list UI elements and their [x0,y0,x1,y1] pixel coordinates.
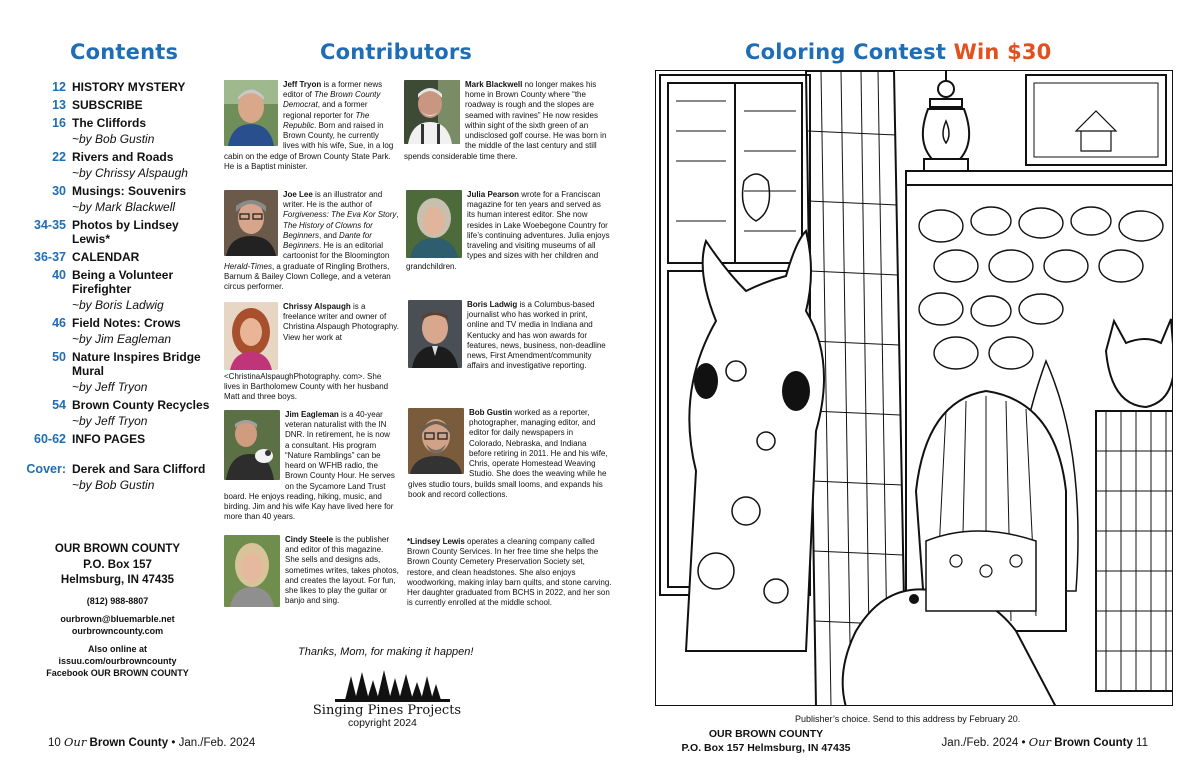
contents-heading: Contents [70,40,179,64]
toc-cover-label: Cover: [26,462,66,476]
cindy-steele-photo [224,535,280,607]
toc-page-number: 60-62 [34,432,66,446]
toc-title: The Cliffords [72,116,146,130]
toc-title: CALENDAR [72,250,140,264]
toc-page-number: 30 [52,184,66,198]
contributor-chrissy-alspaugh: Chrissy Alspaugh is a freelance writer and owner of Christina Alspaugh Photography. View her work at <ChristinaAlspaughPhotography. com>. She lives in Bartholomew County with her husband Matt and three boys. [224,302,399,402]
toc-page-number: 12 [52,80,66,94]
brand-script: Our [1028,735,1052,749]
jim-eagleman-photo [224,410,280,480]
footer-left: 10 Our Brown County • Jan./Feb. 2024 [48,735,256,749]
prize-label: Win $30 [953,40,1052,64]
toc-page-number: 36-37 [34,250,66,264]
online-label: Also online at [87,643,147,654]
toc-item[interactable] [20,432,220,446]
publisher-note: Publisher’s choice. Send to this address by February 20. [795,714,1021,724]
facebook-link[interactable]: Facebook OUR BROWN COUNTY [46,668,189,679]
toc-byline: ~by Jeff Tryon [72,380,148,394]
toc-title: Field Notes: Crows [72,316,181,330]
toc-title: SUBSCRIBE [72,98,143,112]
toc-page-number: 34-35 [34,218,66,232]
toc-byline: ~by Bob Gustin [72,132,155,146]
contest-address-name: OUR BROWN COUNTY [708,728,824,740]
issuu-link[interactable]: issuu.com/ourbrowncounty [58,656,177,667]
brand-name: Brown County [89,737,169,749]
contributor-jim-eagleman: Jim Eagleman is a 40-year veteran naturalist with the IN DNR. In retirement, he is now a consultant. His program “Nature Ramblings” can be heard on WFHB radio, the Brown County Hour. He serves on the Sycamore Land Trust board. He enjoys reading, hiking, music, and birding. Jim and his wife Kay have lived here for more than 40 years. [224,410,395,522]
contributor-joe-lee: Joe Lee is an illustrator and writer. He is the author of Forgiveness: The Eva Kor Story, The History of Clowns for Beginners, and Dante for Beginners. He is an editorial cartoonist for the Bloomington Herald-Times, a graduate of Ringling Brothers, Barnum & Bailey Clown College, and a veteran circus performer. [224,190,399,292]
website-link[interactable]: ourbrowncounty.com [71,625,164,636]
issue-date: Jan./Feb. 2024 [178,737,256,749]
contributor-lindsey-lewis: *Lindsey Lewis operates a cleaning company called Brown County Services. In her free time she helps the Brown County Cemetery Preservation Society set, restore, and clean headstones. She also enjoys woodworking, making inlay barn quilts, and stone carving. Her daughter graduated from BCHS in 2022, and her son is currently enrolled at the middle school. [407,537,612,608]
toc-byline: ~by Bob Gustin [72,478,155,492]
toc-byline: ~by Mark Blackwell [72,200,176,214]
bob-gustin-photo [408,408,464,474]
julia-pearson-photo [406,190,462,258]
jeff-tryon-photo [224,80,278,146]
coloring-page-illustration[interactable] [655,70,1173,706]
toc-byline: ~by Chrissy Alspaugh [72,166,188,180]
toc-item[interactable] [20,80,220,94]
toc-title: Nature Inspires Bridge Mural [72,350,201,378]
toc-byline: ~by Jim Eagleman [72,332,172,346]
contributors-heading: Contributors [320,40,473,64]
toc-item[interactable] [20,150,220,180]
coloring-contest-heading: Coloring Contest Win $30 [745,40,1052,64]
contributor-mark-blackwell: Mark Blackwell no longer makes his home in Brown County where “the roadway is rough and the slopes are seamed with ravines” He now resides within sight of the sixth green of an undisclosed golf course. He was born in the middle of the last century and still spends considerable time there. [404,80,607,161]
contributor-bob-gustin: Bob Gustin worked as a reporter, photographer, managing editor, and editor for daily newspapers in Colorado, Nebraska, and Indiana before retiring in 2011. He and his wife, Chris, operate Homestead Weaving Studio. She does the weaving while he gives studio tours, builds small looms, and expands his book and record collections. [408,408,608,499]
copyright-text: copyright 2024 [348,717,417,729]
toc-page-number: 54 [52,398,66,412]
page-number-right: 11 [1136,737,1148,749]
svg-text:Singing Pines Projects: Singing Pines Projects [312,703,462,718]
toc-byline: ~by Boris Ladwig [72,298,164,312]
mark-blackwell-photo [404,80,460,144]
contributor-jeff-tryon: Jeff Tryon is a former news editor of The Brown County Democrat, and a former regional reporter for The Republic. Born and raised in Brown County, he currently lives with his wife, Sue, in a log cabin on the edge of Brown County State Park. He is a Baptist minister. [224,80,394,171]
toc-cover-item[interactable] [20,462,220,492]
toc-page-number: 40 [52,268,66,282]
toc-title: INFO PAGES [72,432,146,446]
toc-page-number: 46 [52,316,66,330]
toc-title: Brown County Recycles [72,398,210,412]
thanks-note: Thanks, Mom, for making it happen! [298,646,474,658]
contest-address-line: P.O. Box 157 Helmsburg, IN 47435 [681,741,851,754]
city-line: Helmsburg, IN 47435 [60,574,175,587]
singing-pines-logo [305,670,470,718]
toc-item[interactable] [20,218,220,246]
brand-name: Brown County [1054,737,1133,749]
toc-item[interactable] [20,316,220,346]
issue-date: Jan./Feb. 2024 [941,737,1019,749]
toc-item[interactable] [20,116,220,146]
toc-page-number: 16 [52,116,66,130]
po-box: P.O. Box 157 [83,558,152,571]
footer-right: Jan./Feb. 2024 • Our Brown County 11 [941,735,1148,749]
toc-page-number: 22 [52,150,66,164]
toc-title: Being a Volunteer Firefighter [72,268,174,296]
email-link[interactable]: ourbrown@bluemarble.net [60,613,175,624]
boris-ladwig-photo [408,300,462,368]
chrissy-alspaugh-photo [224,302,278,370]
toc-item[interactable] [20,184,220,214]
contributor-cindy-steele: Cindy Steele is the publisher and editor of this magazine. She sells and designs ads, sometimes writes, takes photos, and creates the layout. For fun, she likes to play the guitar or banjo and sing. [224,535,399,609]
toc-item[interactable] [20,398,220,428]
toc-title: Photos by Lindsey Lewis* [72,218,179,246]
contributor-boris-ladwig: Boris Ladwig is a Columbus-based journalist who has worked in print, online and TV media in Indiana and Kentucky and has won awards for features, news, business, non-deadline news, First Amendment/community affairs and investigative reporting. [408,300,608,372]
toc-byline: ~by Jeff Tryon [72,414,148,428]
mailing-address [35,542,200,679]
page-number-left: 10 [48,737,61,749]
toc-title: HISTORY MYSTERY [72,80,186,94]
phone-number: (812) 988-8807 [86,595,149,606]
contest-address [676,728,856,755]
contributor-julia-pearson: Julia Pearson wrote for a Franciscan magazine for ten years and served as its human interest editor. She now resides in Lake Woebegone Country for life’s continuing adventures. Julia enjoys traveling and visiting museums of all types and sizes with her children and grandchildren. [406,190,610,271]
table-of-contents [20,80,220,496]
toc-title: Musings: Souvenirs [72,184,187,198]
magazine-name: OUR BROWN COUNTY [54,543,181,555]
toc-page-number: 50 [52,350,66,364]
brand-script: Our [64,735,87,749]
toc-item[interactable] [20,350,220,394]
toc-page-number: 13 [52,98,66,112]
toc-item[interactable] [20,98,220,112]
joe-lee-photo [224,190,278,256]
toc-title: Rivers and Roads [72,150,174,164]
toc-title: Derek and Sara Clifford [72,462,206,476]
toc-item[interactable] [20,250,220,264]
toc-item[interactable] [20,268,220,312]
